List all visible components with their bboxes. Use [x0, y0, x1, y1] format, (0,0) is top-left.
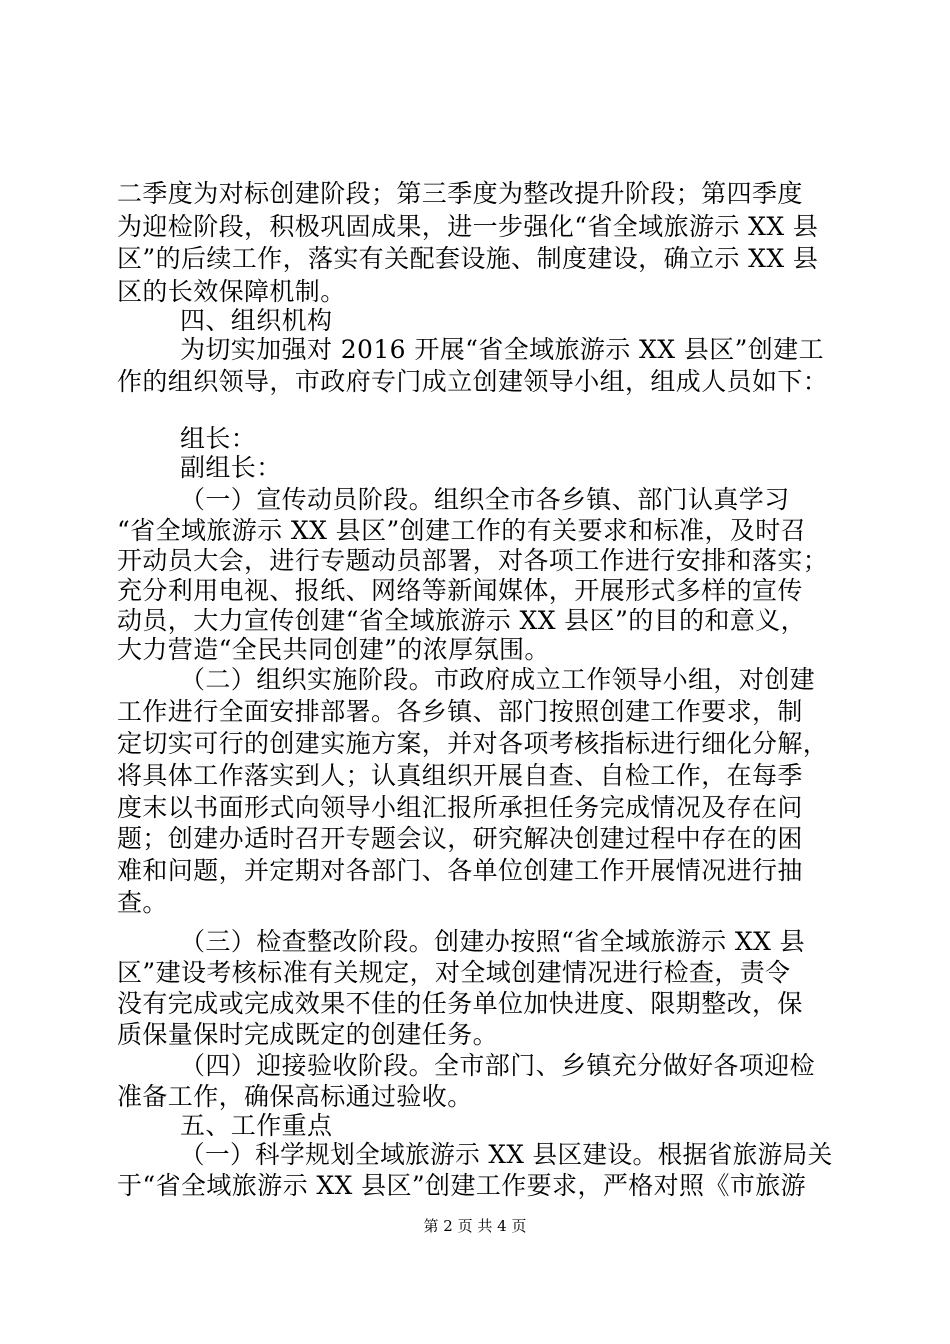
text-line: 二季度为对标创建阶段；第三季度为整改提升阶段；第四季度: [117, 179, 803, 208]
text-line: 区”的后续工作，落实有关配套设施、制度建设，确立示 XX 县: [117, 244, 819, 273]
section-heading: 五、工作重点: [180, 1111, 333, 1140]
text-line: 大力营造“全民共同创建”的浓厚氛围。: [117, 635, 550, 664]
deputy-leader-label: 副组长：: [180, 453, 282, 482]
text-line: 开动员大会，进行专题动员部署，对各项工作进行安排和落实；: [117, 546, 829, 575]
text-line: （二）组织实施阶段。市政府成立工作领导小组，对创建: [180, 665, 816, 694]
text-line: 充分利用电视、报纸、网络等新闻媒体，开展形式多样的宣传: [117, 576, 803, 605]
text-line: 难和问题，并定期对各部门、各单位创建工作开展情况进行抽: [117, 856, 803, 885]
leader-label: 组长：: [180, 424, 257, 453]
text-line: 动员，大力宣传创建“省全域旅游示 XX 县区”的目的和意义，: [117, 606, 807, 635]
text-line: 工作进行全面安排部署。各乡镇、部门按照创建工作要求，制: [117, 697, 803, 726]
text-line: （一）科学规划全域旅游示 XX 县区建设。根据省旅游局关: [180, 1140, 833, 1169]
text-line: 没有完成或完成效果不佳的任务单位加快进度、限期整改，保: [117, 989, 803, 1018]
text-line: （一）宣传动员阶段。组织全市各乡镇、部门认真学习: [180, 485, 790, 514]
text-line: 将具体工作落实到人；认真组织开展自查、自检工作，在每季: [117, 761, 803, 790]
text-line: 作的组织领导，市政府专门成立创建领导小组，组成人员如下：: [117, 367, 829, 396]
text-line: 于“省全域旅游示 XX 县区”创建工作要求，严格对照《市旅游: [117, 1171, 807, 1200]
text-line: 查。: [117, 888, 168, 917]
text-line: 为迎检阶段，积极巩固成果，进一步强化“省全域旅游示 XX 县: [117, 212, 819, 241]
text-line: （四）迎接验收阶段。全市部门、乡镇充分做好各项迎检: [180, 1051, 816, 1080]
text-line: 质保量保时完成既定的创建任务。: [117, 1020, 499, 1049]
text-line: 题；创建办适时召开专题会议，研究解决创建过程中存在的困: [117, 824, 803, 853]
text-line: （三）检查整改阶段。创建办按照“省全域旅游示 XX 县: [180, 927, 806, 956]
text-line: 定切实可行的创建实施方案，并对各项考核指标进行细化分解，: [117, 729, 829, 758]
text-line: “省全域旅游示 XX 县区”创建工作的有关要求和标准，及时召: [117, 516, 807, 545]
text-line: 区”建设考核标准有关规定，对全域创建情况进行检查，责令: [117, 958, 791, 987]
text-line: 区的长效保障机制。: [117, 277, 346, 306]
text-line: 度末以书面形式向领导小组汇报所承担任务完成情况及存在问: [117, 793, 803, 822]
section-heading: 四、组织机构: [180, 306, 333, 335]
text-line: 准备工作，确保高标通过验收。: [117, 1082, 473, 1111]
text-line: 为切实加强对 2016 开展“省全域旅游示 XX 县区”创建工: [180, 335, 824, 364]
page-footer: 第 2 页 共 4 页: [423, 1217, 527, 1235]
